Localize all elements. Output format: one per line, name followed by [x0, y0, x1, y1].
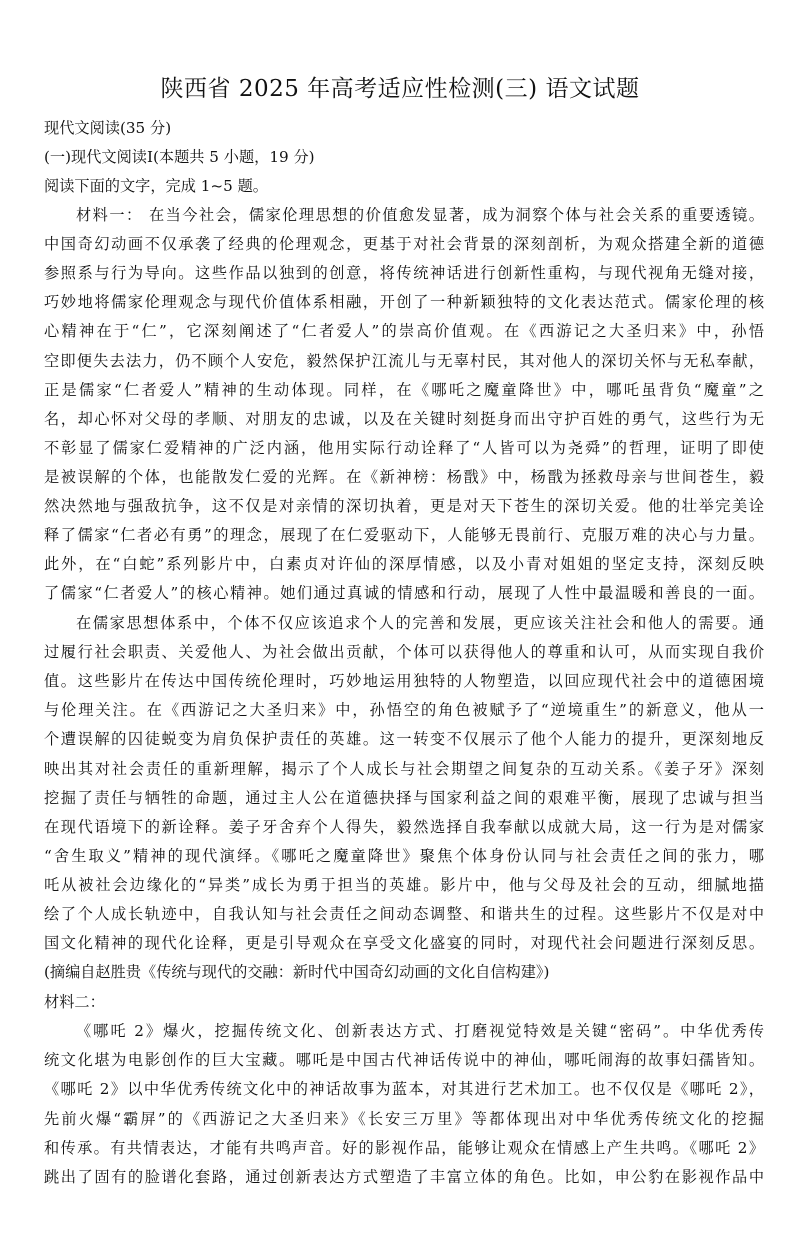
paragraph-line: 了儒家“仁者爱人”的核心精神。她们通过真诚的情感和行动，展现了人性中最温暖和善良的一面。 [44, 584, 764, 603]
paragraph-line: 材料一： 在当今社会，儒家伦理思想的价值愈发显著，成为洞察个体与社会关系的重要透镜。 [76, 206, 764, 224]
paragraph-line: 吒从被社会边缘化的“异类”成长为勇于担当的英雄。影片中，他与父母及社会的互动，细腻地描 [44, 875, 764, 894]
paragraph-line: 然决然地与强敌抗争，这不仅是对亲情的深切执着，更是对天下苍生的深切关爱。他的壮举完美诠 [44, 497, 764, 515]
paragraph-line: 在现代语境下的新诠释。姜子牙舍弃个人得失，毅然选择自我奉献以成就大局，这一行为是对儒家 [44, 817, 764, 836]
paragraph-line: 空即便失去法力，仍不顾个人安危，毅然保护江流儿与无辜村民，其对他人的深切关怀与无私奉献， [44, 351, 764, 370]
paragraph-line: 不彰显了儒家仁爱精神的广泛内涵，他用实际行动诠释了“人皆可以为尧舜”的哲理，证明了即使 [44, 438, 764, 457]
paragraph-line: 值。这些影片在传达中国传统伦理时，巧妙地运用独特的人物塑造，以回应现代社会中的道德困境 [44, 672, 764, 691]
paragraph-line: 《哪吒 2》爆火，挖掘传统文化、创新表达方式、打磨视觉特效是关键“密码”。中华优秀传 [76, 1022, 764, 1041]
instruction-text: 阅读下面的文字，完成 1~5 题。 [44, 177, 268, 195]
paragraph-line: “舍生取义”精神的现代演绎。《哪吒之魔童降世》聚焦个体身份认同与社会责任之间的张力，哪 [44, 846, 764, 865]
paragraph-line: 名，却心怀对父母的孝顺、对朋友的忠诚，以及在关键时刻挺身而出守护百姓的勇气，这些行为无 [44, 409, 764, 428]
paragraph-line: 跳出了固有的脸谱化套路，通过创新表达方式塑造了丰富立体的角色。比如，申公豹在影视作品中 [44, 1167, 764, 1186]
paragraph-line: 个遭误解的囚徒蜕变为肩负保护责任的英雄。这一转变不仅展示了他个人能力的提升，更深刻地反 [44, 730, 764, 749]
paragraph-line: 先前火爆“霸屏”的《西游记之大圣归来》《长安三万里》等都体现出对中华优秀传统文化的挖掘 [44, 1109, 764, 1128]
source-citation: (摘编自赵胜贵《传统与现代的交融：新时代中国奇幻动画的文化自信构建》) [44, 963, 550, 982]
paragraph-line: 和传承。有共情表达，才能有共鸣声音。好的影视作品，能够让观众在情感上产生共鸣。《哪吒 2》 [44, 1138, 764, 1157]
paragraph-line: 心精神在于“仁”，它深刻阐述了“仁者爱人”的崇高价值观。在《西游记之大圣归来》中，孙悟 [44, 322, 764, 341]
paragraph-line: 是被误解的个体，也能散发仁爱的光辉。在《新神榜：杨戬》中，杨戬为拯救母亲与世间苍生，毅 [44, 467, 764, 486]
paragraph-line: 释了儒家“仁者必有勇”的理念，展现了在仁爱驱动下，人能够无畏前行、克服万难的决心与力量。 [44, 526, 764, 545]
subsection-heading: (一)现代文阅读Ⅰ(本题共 5 小题，19 分) [44, 148, 315, 166]
paragraph-line: 巧妙地将儒家伦理观念与现代价值体系相融，开创了一种新颖独特的文化表达范式。儒家伦理的核 [44, 293, 764, 312]
paragraph-line: 此外，在“白蛇”系列影片中，白素贞对许仙的深厚情感，以及小青对姐姐的坚定支持，深刻反映 [44, 555, 764, 574]
paragraph-line: 国文化精神的现代化诠释，更是引导观众在享受文化盛宴的同时，对现代社会问题进行深刻反思。 [44, 934, 764, 953]
paragraph-line: 中国奇幻动画不仅承袭了经典的伦理观念，更基于对社会背景的深刻剖析，为观众搭建全新的道德 [44, 235, 764, 254]
paragraph-line: 映出其对社会责任的重新理解，揭示了个人成长与社会期望之间复杂的互动关系。《姜子牙》深刻 [44, 759, 764, 778]
paragraph-line: 过履行社会职责、关爱他人、为社会做出贡献，个体可以获得他人的尊重和认可，从而实现自我价 [44, 643, 764, 662]
paragraph-line: 与伦理关注。在《西游记之大圣归来》中，孙悟空的角色被赋予了“逆境重生”的新意义，他从一 [44, 701, 764, 720]
material-two-label: 材料二： [44, 993, 105, 1012]
paragraph-line: 正是儒家“仁者爱人”精神的生动体现。同样，在《哪吒之魔童降世》中，哪吒虽背负“魔童”之 [44, 380, 764, 399]
paragraph-line: 在儒家思想体系中，个体不仅应该追求个人的完善和发展，更应该关注社会和他人的需要。通 [76, 614, 764, 632]
paragraph-line: 《哪吒 2》以中华优秀传统文化中的神话故事为蓝本，对其进行艺术加工。也不仅仅是《哪吒 2》， [44, 1080, 764, 1099]
paragraph-line: 参照系与行为导向。这些作品以独到的创意，将传统神话进行创新性重构，与现代视角无缝对接， [44, 264, 764, 283]
page-title: 陕西省 2025 年高考适应性检测(三) 语文试题 [160, 76, 640, 102]
section-heading: 现代文阅读(35 分) [44, 119, 172, 137]
paragraph-line: 绘了个人成长轨迹中，自我认知与社会责任之间动态调整、和谐共生的过程。这些影片不仅是对中 [44, 905, 764, 923]
paragraph-line: 挖掘了责任与牺牲的命题，通过主人公在道德抉择与国家利益之间的艰难平衡，展现了忠诚与担当 [44, 788, 764, 807]
paragraph-line: 统文化堪为电影创作的巨大宝藏。哪吒是中国古代神话传说中的神仙，哪吒闹海的故事妇孺皆知。 [44, 1051, 764, 1070]
